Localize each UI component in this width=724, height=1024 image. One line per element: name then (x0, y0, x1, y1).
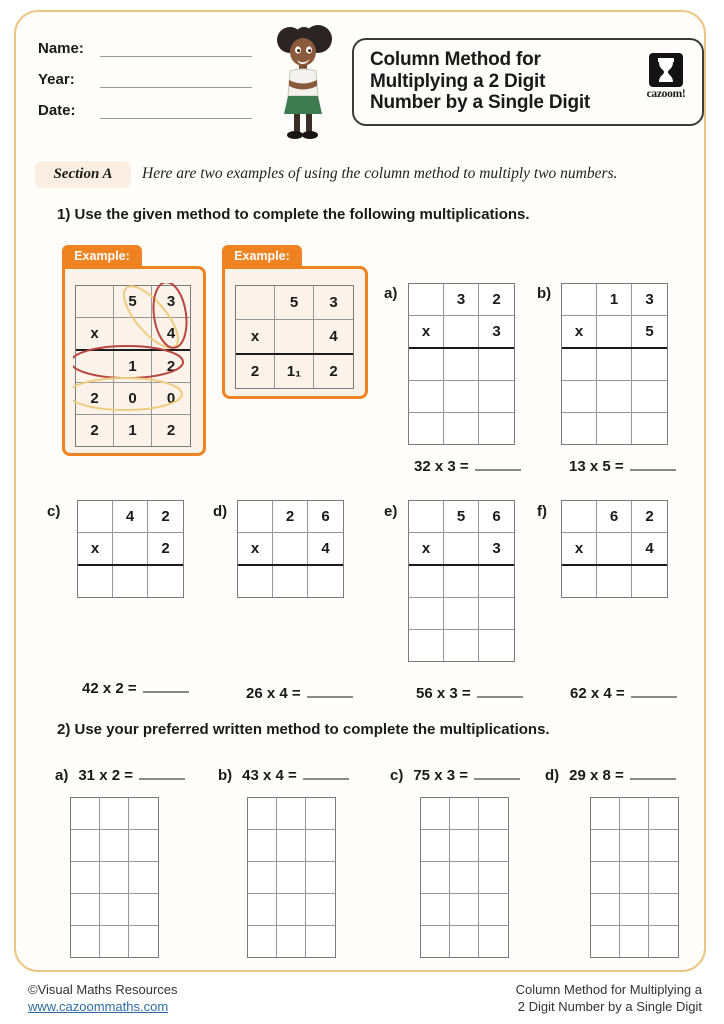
grid-cell (620, 798, 649, 829)
grid-row (409, 349, 514, 381)
example1-tab: Example: (62, 245, 142, 266)
problem-e-label: e) (384, 503, 398, 520)
grid-cell (444, 349, 479, 380)
grid-cell (450, 926, 479, 957)
footer-right (516, 982, 702, 1016)
grid-row (409, 533, 514, 566)
grid-row (248, 862, 335, 894)
grid-cell: 3 (329, 294, 338, 311)
problem-c-equation (82, 678, 189, 697)
problem-a-answer-blank (475, 456, 521, 471)
grid-cell: 5 (114, 286, 152, 317)
grid-row (421, 894, 508, 926)
grid-row (421, 926, 508, 957)
problem-b-answer-blank (630, 456, 676, 471)
grid-row (409, 630, 514, 661)
cazoom-logo (640, 53, 692, 100)
grid-cell (591, 830, 620, 861)
grid-cell (306, 926, 335, 957)
grid-row (562, 413, 667, 444)
grid-row (591, 798, 678, 830)
footer-title-line-1: Column Method for Multiplying a (515, 982, 702, 997)
q2-grid-d (590, 797, 679, 958)
grid-cell: 1 (114, 415, 152, 446)
grid-cell (421, 830, 450, 861)
example1-grid (75, 285, 191, 447)
footer-title-line-2: 2 Digit Number by a Single Digit (517, 998, 702, 1014)
grid-row (421, 862, 508, 894)
grid-cell (562, 413, 597, 444)
grid-row (248, 830, 335, 862)
q2-grid-a (70, 797, 159, 958)
grid-row (248, 894, 335, 926)
grid-cell (273, 566, 308, 597)
question1-heading: 1) Use the given method to complete the following multiplications. (57, 206, 530, 223)
date-label: Date: (38, 102, 76, 119)
grid-row (78, 566, 183, 597)
grid-row (562, 284, 667, 316)
problem-a-label: a) (384, 285, 398, 302)
grid-cell (479, 566, 514, 597)
problem-b-equation-text: 13 x 5 = (569, 458, 624, 475)
grid-cell (649, 862, 678, 893)
grid-cell (113, 566, 148, 597)
grid-cell: 5 (645, 323, 654, 340)
grid-cell (421, 894, 450, 925)
grid-cell (591, 862, 620, 893)
grid-row (562, 316, 667, 349)
grid-cell (597, 349, 632, 380)
grid-cell (591, 894, 620, 925)
grid-row (591, 926, 678, 957)
grid-cell (100, 926, 129, 957)
grid-cell (76, 286, 114, 317)
grid-row (421, 798, 508, 830)
grid-cell (129, 830, 158, 861)
cazoom-logo-icon (649, 53, 683, 87)
grid-cell (421, 862, 450, 893)
grid-cell: 3 (492, 323, 501, 340)
grid-cell (632, 381, 667, 412)
grid-cell (479, 349, 514, 380)
title-box (352, 38, 704, 126)
footer-copyright: ©Visual Maths Resources (28, 982, 178, 997)
grid-row (76, 318, 190, 351)
grid-cell: x (562, 316, 597, 347)
grid-cell (562, 284, 597, 315)
problem-f-equation-text: 62 x 4 = (570, 685, 625, 702)
grid-cell (632, 566, 667, 597)
problem-c-grid (77, 500, 184, 598)
grid-cell (71, 926, 100, 957)
problem-a-equation-text: 32 x 3 = (414, 458, 469, 475)
date-write-line (100, 103, 252, 119)
grid-cell: 2 (166, 358, 176, 375)
footer-website-link[interactable]: www.cazoommaths.com (28, 998, 169, 1014)
grid-cell (562, 501, 597, 532)
grid-row (76, 351, 190, 383)
grid-cell (479, 798, 508, 829)
grid-cell (76, 351, 114, 382)
grid-cell (409, 284, 444, 315)
grid-row (71, 830, 158, 862)
year-label: Year: (38, 71, 75, 88)
grid-row (236, 355, 353, 388)
grid-cell (597, 566, 632, 597)
problem-b-label: b) (537, 285, 552, 302)
grid-row (78, 501, 183, 533)
example2-grid (235, 285, 354, 389)
problem-d-label: d) (213, 503, 228, 520)
grid-cell (649, 830, 678, 861)
problem-f-equation (570, 683, 677, 702)
q2-grid-b (247, 797, 336, 958)
grid-row (238, 533, 343, 566)
grid-row (236, 286, 353, 320)
grid-cell (277, 862, 306, 893)
grid-cell (479, 894, 508, 925)
grid-cell (71, 830, 100, 861)
grid-cell: x (76, 318, 114, 349)
grid-cell (129, 926, 158, 957)
grid-row (409, 284, 514, 316)
problem-c-equation-text: 42 x 2 = (82, 680, 137, 697)
problem-d-equation (246, 683, 353, 702)
name-write-line (100, 41, 252, 57)
grid-cell (597, 533, 632, 564)
grid-row (591, 894, 678, 926)
grid-cell (71, 798, 100, 829)
grid-cell: 4 (321, 540, 330, 557)
grid-cell: x (562, 533, 597, 564)
problem-a-grid (408, 283, 515, 445)
grid-row (562, 501, 667, 533)
grid-cell (238, 566, 273, 597)
footer-left (28, 982, 178, 1016)
grid-row (71, 798, 158, 830)
grid-cell (479, 830, 508, 861)
grid-cell (444, 533, 479, 564)
grid-cell (306, 894, 335, 925)
grid-row (76, 415, 190, 446)
grid-cell: 2 (236, 355, 275, 388)
grid-row (71, 926, 158, 957)
name-label: Name: (38, 40, 84, 57)
grid-row (409, 566, 514, 598)
grid-row (409, 598, 514, 630)
grid-cell (562, 566, 597, 597)
grid-cell (421, 926, 450, 957)
problem-d-equation-text: 26 x 4 = (246, 685, 301, 702)
grid-row (409, 501, 514, 533)
grid-cell (450, 894, 479, 925)
problem-c-answer-blank (143, 678, 189, 693)
grid-row (562, 566, 667, 597)
grid-cell (597, 316, 632, 347)
grid-cell: 4 (329, 328, 338, 345)
grid-row (562, 533, 667, 566)
grid-row (248, 926, 335, 957)
grid-row (409, 381, 514, 413)
question2-heading: 2) Use your preferred written method to complete the multiplications. (57, 721, 550, 738)
grid-row (238, 501, 343, 533)
grid-cell (248, 894, 277, 925)
grid-row (76, 383, 190, 415)
problem-f-label: f) (537, 503, 547, 520)
grid-cell (479, 381, 514, 412)
q2-problem-d-equation: 29 x 8 = (569, 767, 624, 784)
cazoom-logo-text: cazoom! (646, 88, 686, 100)
grid-cell (620, 894, 649, 925)
grid-cell: x (409, 316, 444, 347)
grid-cell (78, 501, 113, 532)
grid-cell: 4 (645, 540, 654, 557)
grid-row (71, 894, 158, 926)
q2-problem-c-answer-blank (474, 765, 520, 780)
grid-cell (409, 630, 444, 661)
grid-cell (620, 830, 649, 861)
problem-e-equation-text: 56 x 3 = (416, 685, 471, 702)
student-character-illustration (268, 24, 338, 140)
q2-problem-a-label: a) (55, 767, 69, 784)
grid-cell: 1₁ (275, 355, 314, 388)
grid-cell (444, 381, 479, 412)
title-line-2: Multiplying a 2 Digit (370, 70, 546, 92)
grid-row (421, 830, 508, 862)
grid-cell: 5 (444, 501, 479, 532)
grid-cell: x (236, 320, 275, 353)
grid-cell (275, 320, 314, 353)
grid-cell (632, 413, 667, 444)
name-field-row (38, 40, 252, 57)
grid-cell (308, 566, 343, 597)
grid-cell (273, 533, 308, 564)
title-line-1: Column Method for (370, 49, 541, 70)
grid-cell (409, 349, 444, 380)
grid-cell (248, 862, 277, 893)
grid-cell (479, 598, 514, 629)
grid-row (562, 381, 667, 413)
grid-cell (306, 798, 335, 829)
grid-cell (444, 630, 479, 661)
grid-row (78, 533, 183, 566)
grid-row (248, 798, 335, 830)
grid-cell (409, 566, 444, 597)
grid-cell: 6 (492, 508, 501, 525)
q2-problem-a-equation: 31 x 2 = (78, 767, 133, 784)
grid-cell (71, 862, 100, 893)
grid-row (591, 862, 678, 894)
grid-cell (450, 862, 479, 893)
grid-cell: 5 (275, 286, 314, 319)
grid-cell: 3 (645, 291, 654, 308)
grid-cell: 6 (597, 501, 632, 532)
grid-cell (450, 798, 479, 829)
q2-problem-b-label: b) (218, 767, 233, 784)
grid-cell: 2 (329, 363, 338, 380)
grid-cell (100, 798, 129, 829)
grid-cell (100, 830, 129, 861)
section-a-description: Here are two examples of using the column method to multiply two numbers. (142, 165, 618, 182)
grid-cell: x (409, 533, 444, 564)
q2-problem-d (545, 765, 676, 784)
grid-cell (236, 286, 275, 319)
problem-c-label: c) (47, 503, 61, 520)
grid-cell: 2 (492, 291, 501, 308)
grid-row (562, 349, 667, 381)
problem-e-answer-blank (477, 683, 523, 698)
q2-problem-c-equation: 75 x 3 = (413, 767, 468, 784)
grid-cell (649, 894, 678, 925)
grid-cell (649, 926, 678, 957)
grid-cell (562, 349, 597, 380)
grid-cell: 2 (166, 422, 176, 439)
example2-tab: Example: (222, 245, 302, 266)
grid-cell (479, 630, 514, 661)
grid-cell: 0 (166, 390, 176, 407)
grid-cell (562, 381, 597, 412)
grid-cell: 0 (114, 383, 152, 414)
grid-cell (100, 894, 129, 925)
grid-cell: 2 (161, 540, 170, 557)
grid-cell: 2 (273, 501, 308, 532)
year-field-row (38, 71, 252, 88)
grid-cell (277, 830, 306, 861)
grid-cell (597, 413, 632, 444)
grid-cell: 1 (597, 284, 632, 315)
problem-b-equation (569, 456, 676, 475)
q2-problem-a (55, 765, 185, 784)
grid-cell: 3 (444, 284, 479, 315)
grid-cell (306, 830, 335, 861)
grid-cell (479, 413, 514, 444)
grid-cell (444, 316, 479, 347)
grid-cell (409, 381, 444, 412)
problem-f-answer-blank (631, 683, 677, 698)
grid-cell (129, 894, 158, 925)
section-a-badge: Section A (35, 161, 131, 188)
grid-cell (620, 926, 649, 957)
grid-cell (421, 798, 450, 829)
grid-cell (129, 798, 158, 829)
grid-cell (479, 862, 508, 893)
grid-cell (450, 830, 479, 861)
grid-cell: 2 (645, 508, 654, 525)
grid-cell: 4 (166, 325, 176, 342)
grid-cell (248, 830, 277, 861)
grid-row (238, 566, 343, 597)
q2-problem-c-label: c) (390, 767, 404, 784)
q2-problem-a-answer-blank (139, 765, 185, 780)
grid-cell (444, 413, 479, 444)
grid-cell (591, 798, 620, 829)
q2-problem-c (390, 765, 520, 784)
grid-cell (277, 894, 306, 925)
grid-cell (444, 598, 479, 629)
q2-problem-b-answer-blank (303, 765, 349, 780)
q2-problem-d-answer-blank (630, 765, 676, 780)
date-field-row (38, 102, 252, 119)
grid-cell (649, 798, 678, 829)
grid-cell (114, 318, 152, 349)
grid-cell: 3 (166, 293, 176, 310)
q2-problem-b (218, 765, 349, 784)
grid-row (236, 320, 353, 355)
grid-cell (409, 501, 444, 532)
q2-problem-d-label: d) (545, 767, 560, 784)
grid-cell (277, 926, 306, 957)
title-line-3: Number by a Single Digit (370, 92, 591, 114)
worksheet-title (370, 49, 620, 114)
grid-cell (306, 862, 335, 893)
grid-cell: x (238, 533, 273, 564)
problem-e-grid (408, 500, 515, 662)
problem-d-answer-blank (307, 683, 353, 698)
grid-cell: 3 (492, 540, 501, 557)
q2-grid-c (420, 797, 509, 958)
grid-row (409, 413, 514, 444)
grid-cell (597, 381, 632, 412)
grid-cell: 2 (161, 508, 170, 525)
grid-cell (113, 533, 148, 564)
grid-cell (620, 862, 649, 893)
problem-f-grid (561, 500, 668, 598)
grid-cell (71, 894, 100, 925)
grid-row (591, 830, 678, 862)
grid-cell: 6 (321, 508, 330, 525)
grid-cell (248, 926, 277, 957)
grid-cell: 1 (114, 351, 152, 382)
grid-cell (591, 926, 620, 957)
grid-cell (409, 598, 444, 629)
grid-cell: 4 (113, 501, 148, 532)
grid-cell (277, 798, 306, 829)
grid-row (76, 286, 190, 318)
q2-problem-b-equation: 43 x 4 = (242, 767, 297, 784)
grid-cell (78, 566, 113, 597)
problem-d-grid (237, 500, 344, 598)
problem-a-equation (414, 456, 521, 475)
grid-cell (129, 862, 158, 893)
grid-row (71, 862, 158, 894)
grid-cell: 2 (76, 383, 114, 414)
grid-cell (100, 862, 129, 893)
grid-cell (248, 798, 277, 829)
grid-cell (409, 413, 444, 444)
year-write-line (100, 72, 252, 88)
grid-cell (444, 566, 479, 597)
grid-cell (479, 926, 508, 957)
problem-e-equation (416, 683, 523, 702)
grid-cell (632, 349, 667, 380)
grid-cell (238, 501, 273, 532)
grid-cell: 2 (76, 415, 114, 446)
grid-cell (148, 566, 183, 597)
problem-b-grid (561, 283, 668, 445)
grid-row (409, 316, 514, 349)
grid-cell: x (78, 533, 113, 564)
